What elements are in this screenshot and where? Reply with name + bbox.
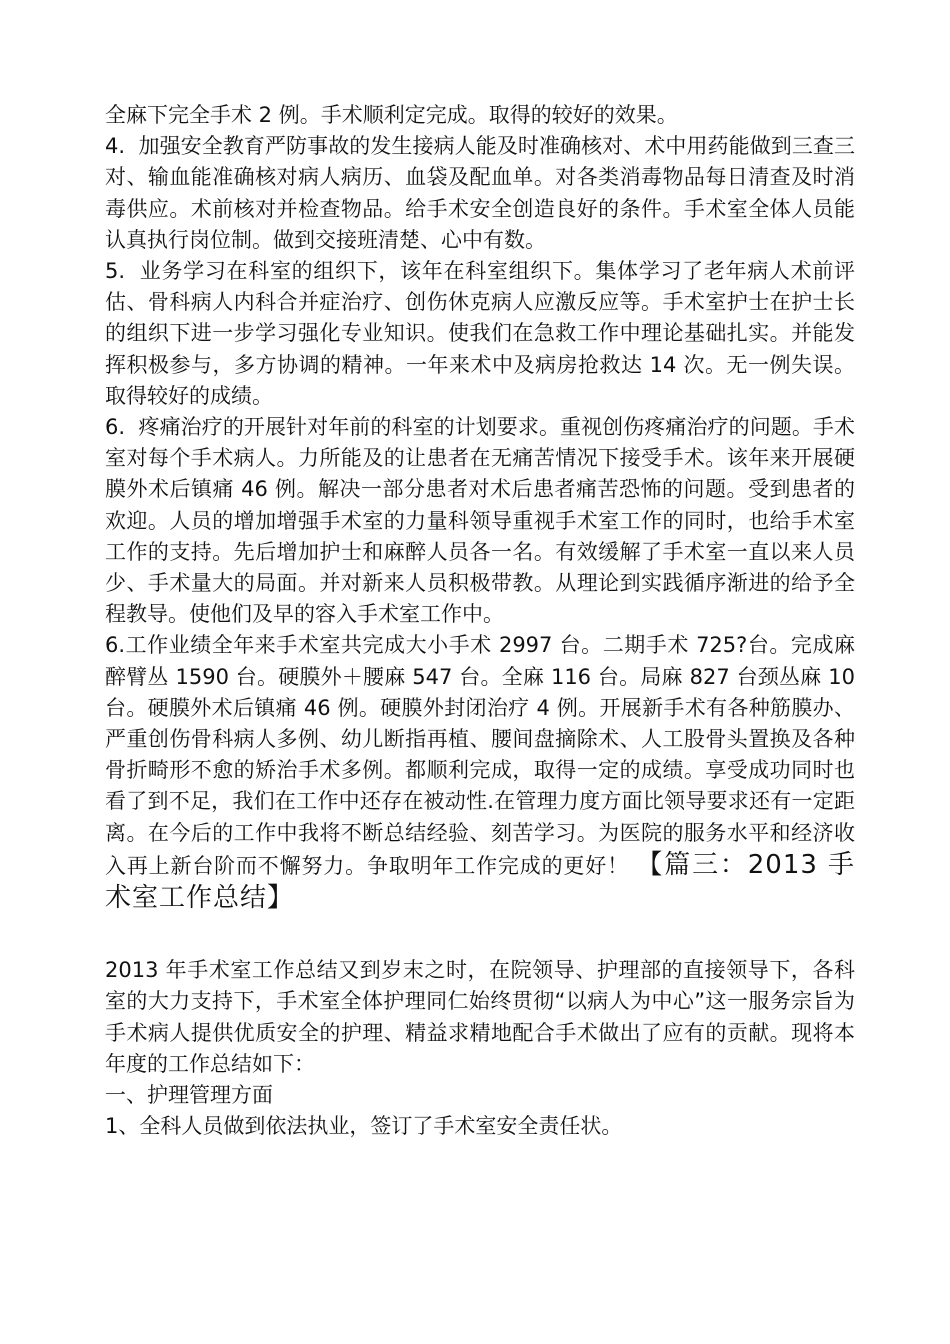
document-page: [105, 100, 862, 1143]
section-heading: 【篇三：2013 手术室工作总结】: [105, 849, 856, 914]
paragraph-professional-study: 5. 业务学习在科室的组织下，该年在科室组织下。集体学习了老年病人术前评估、骨科病人内科合并症治疗、创伤休克病人应激反应等。手术室护士在护士长的组织下进一步学习强化专业知识。使我们在急救工作中理论基础扎实。并能发挥积极参与，多方协调的精神。一年来术中及病房抢救达 14 次。无一例失误。取得较好的成绩。: [105, 259, 855, 408]
paragraph-surgery-result: 全麻下完全手术 2 例。手术顺利定完成。取得的较好的效果。: [105, 103, 678, 127]
paragraph-nursing-management-heading: 一、护理管理方面: [105, 1083, 273, 1108]
paragraph-2013-summary-intro: 2013 年手术室工作总结又到岁末之时，在院领导、护理部的直接领导下，各科室的大力支持下，手术室全体护理同仁始终贯彻“以病人为中心”这一服务宗旨为手术病人提供优质安全的护理、精益求精地配合手术做出了应有的贡献。现将本年度的工作总结如下：: [105, 958, 855, 1076]
section-spacer: [105, 915, 855, 955]
paragraph-safety-education: 4. 加强安全教育严防事故的发生接病人能及时准确核对、术中用药能做到三查三对、输血能准确核对病人病历、血袋及配血单。对各类消毒物品每日清查及时消毒供应。术前核对并检查物品。给手术安全创造良好的条件。手术室全体人员能认真执行岗位制。做到交接班清楚、心中有数。: [105, 134, 855, 252]
work-performance-text: 6.工作业绩全年来手术室共完成大小手术 2997 台。二期手术 725?台。完成麻醉臂丛 1590 台。硬膜外＋腰麻 547 台。全麻 116 台。局麻 827 台颈丛麻 10 台。硬膜外术后镇痛 46 例。硬膜外封闭治疗 4 例。开展新手术有各种筋膜办、严重创伤骨科病人多例、幼儿断指再植、腰间盘摘除术、人工股骨头置换及各种骨折畸形不愈的矫治手术多例。都顺利完成，取得一定的成绩。享受成功同时也看了到不足，我们在工作中还存在被动性.在管理力度方面比领导要求还有一定距离。在今后的工作中我将不断总结经验、刻苦学习。为医院的服务水平和经济收入再上新台阶而不懈努力。争取明年工作完成的更好！: [105, 633, 862, 878]
paragraph-legal-practice: 1、全科人员做到依法执业，签订了手术室安全责任状。: [105, 1114, 623, 1139]
paragraph-work-performance: [105, 630, 862, 915]
paragraph-pain-treatment: 6. 疼痛治疗的开展针对年前的科室的计划要求。重视创伤疼痛治疗的问题。手术室对每个手术病人。力所能及的让患者在无痛苦情况下接受手术。该年来开展硬膜外术后镇痛 46 例。解决一部分患者对术后患者痛苦恐怖的问题。受到患者的欢迎。人员的增加增强手术室的力量科领导重视手术室工作的同时，也给手术室工作的支持。先后增加护士和麻醉人员各一名。有效缓解了手术室一直以来人员少、手术量大的局面。并对新来人员积极带教。从理论到实践循序渐进的给予全程教导。使他们及早的容入手术室工作中。: [105, 415, 855, 627]
